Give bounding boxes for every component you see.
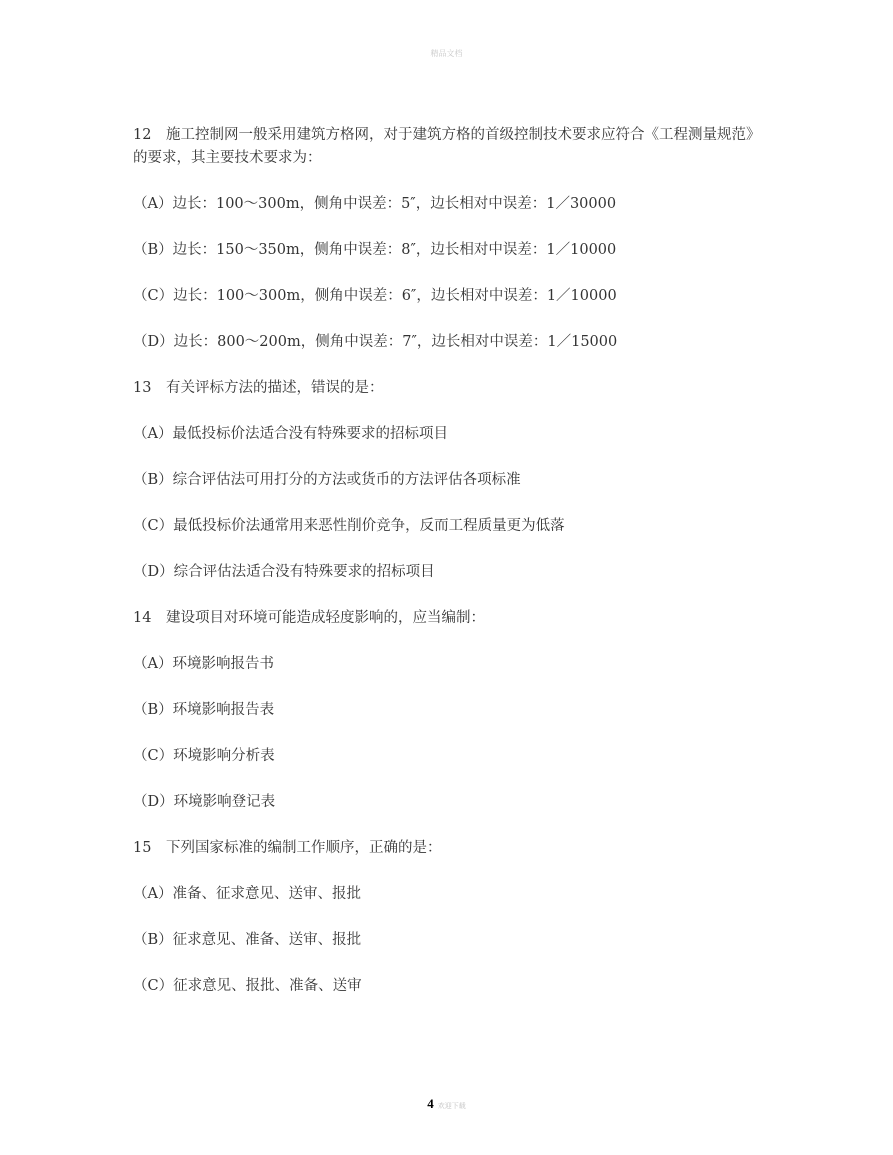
header-watermark: 精品文档: [430, 49, 463, 58]
question-stem: 15 下列国家标准的编制工作顺序，正确的是：: [133, 840, 442, 856]
footer-note: 欢迎下载: [437, 1102, 466, 1110]
question-stem: 12 施工控制网一般采用建筑方格网，对于建筑方格的首级控制技术要求应符合《工程测量规范》的要求，其主要技术要求为：: [133, 127, 761, 166]
question-stem: 14 建设项目对环境可能造成轻度影响的，应当编制：: [133, 610, 485, 626]
option-a: （A）准备、征求意见、送审、报批: [133, 886, 361, 902]
option-c: （C）环境影响分析表: [133, 748, 275, 764]
option-b: （B）环境影响报告表: [133, 702, 275, 718]
question-15: [133, 837, 773, 998]
option-d: （D）综合评估法适合没有特殊要求的招标项目: [133, 564, 435, 580]
option-b: （B）边长：150～350m，侧角中误差：8″，边长相对中误差：1／10000: [133, 242, 617, 258]
question-13: [133, 377, 773, 584]
option-c: （C）征求意见、报批、准备、送审: [133, 978, 362, 994]
option-b: （B）征求意见、准备、送审、报批: [133, 932, 362, 948]
option-c: （C）最低投标价法通常用来恶性削价竞争，反而工程质量更为低落: [133, 518, 565, 534]
option-a: （A）环境影响报告书: [133, 656, 274, 672]
question-12: [133, 124, 773, 354]
document-body: [133, 124, 773, 1021]
question-14: [133, 607, 773, 814]
question-stem: 13 有关评标方法的描述，错误的是：: [133, 380, 384, 396]
option-d: （D）边长：800～200m，侧角中误差：7″，边长相对中误差：1／15000: [133, 334, 618, 350]
option-b: （B）综合评估法可用打分的方法或货币的方法评估各项标准: [133, 472, 521, 488]
page-number: 4: [427, 1096, 434, 1111]
option-d: （D）环境影响登记表: [133, 794, 276, 810]
page-footer: [0, 1095, 893, 1113]
option-a: （A）最低投标价法适合没有特殊要求的招标项目: [133, 426, 448, 442]
option-a: （A）边长：100～300m，侧角中误差：5″，边长相对中误差：1／30000: [133, 196, 617, 212]
option-c: （C）边长：100～300m，侧角中误差：6″，边长相对中误差：1／10000: [133, 288, 617, 304]
